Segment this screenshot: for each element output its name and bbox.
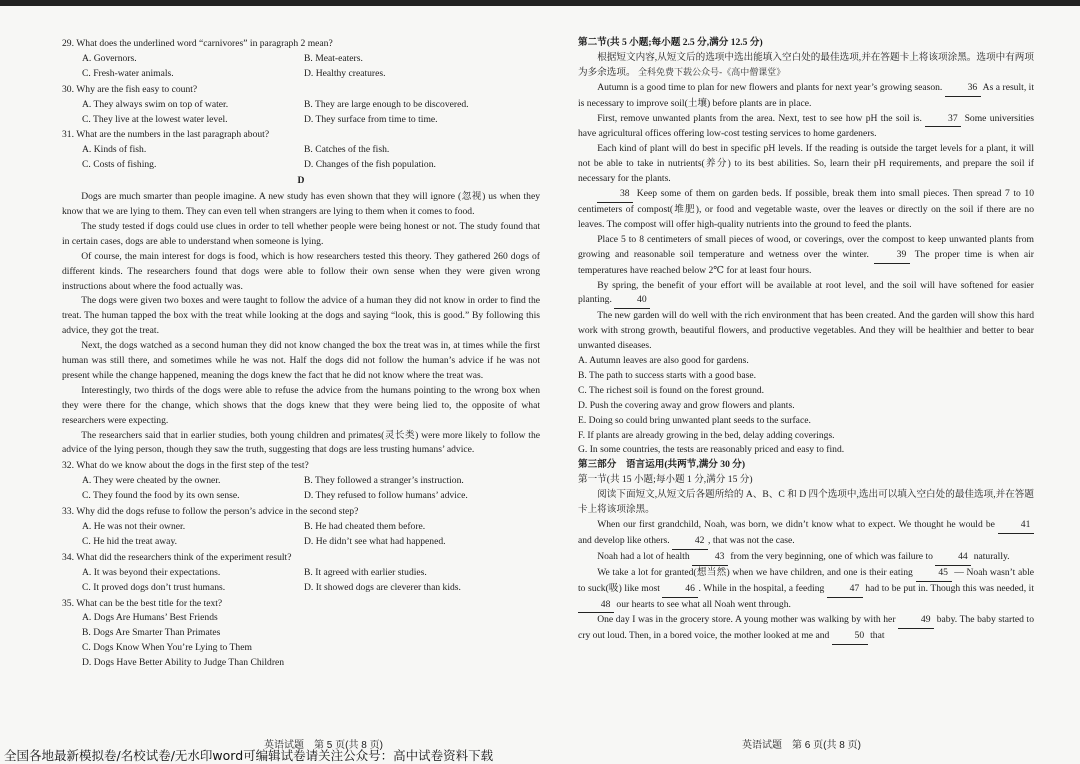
passage-d [62, 190, 540, 458]
question-stem: 34. What did the researchers think of the experiment result? [62, 551, 292, 563]
cloze-text: naturally. [971, 550, 1010, 562]
option-c: C. The richest soil is found on the forest ground. [578, 384, 765, 396]
passage-text: Some universities have agricultural offices offering low-cost testing services to home gardeners. [578, 112, 1035, 140]
option-a: A. Dogs Are Humans’ Best Friends [82, 612, 218, 624]
exam-page-6 [578, 36, 1034, 645]
answer-blank-38: 38 [597, 187, 633, 203]
option-b: B. Catches of the fish. [304, 144, 390, 156]
answer-blank-39: 39 [874, 248, 910, 264]
option-c: C. Costs of fishing. [82, 159, 157, 171]
options [62, 520, 540, 550]
passage-paragraph: The study tested if dogs could use clues in order to tell whether people were being honest or not. The study found that in certain cases, dogs are able to understand when someone is lying. [62, 220, 540, 247]
passage-paragraph: Interestingly, two thirds of the dogs were able to refuse the advice from the humans pointing to the wrong box when they were there for the change, which shows that the dogs knew that they were being lied to, the opposite of what researchers were expecting. [62, 384, 540, 426]
passage-text: The proper time is when air temperatures have reached below 2℃ for at least four hours. [578, 248, 1034, 276]
page-footer-6: 英语试题 第 6 页(共 8 页) [742, 740, 861, 751]
option-a: A. Governors. [82, 52, 137, 64]
part-3-instruction: 阅读下面短文,从短文后各题所给的 A、B、C 和 D 四个选项中,选出可以填入空白处的最佳选项,并在答题卡上将该项涂黑。 [578, 489, 1034, 516]
question-29 [62, 37, 540, 82]
exam-page-5 [62, 36, 540, 671]
passage-text: Autumn is a good time to plan for new flowers and plants for next year’s growing season. [597, 81, 945, 93]
cloze-blank-41: 41 [998, 518, 1034, 534]
answer-blank-40: 40 [614, 293, 650, 309]
cloze-blank-47: 47 [827, 582, 863, 598]
passage-paragraph: The dogs were given two boxes and were taught to follow the advice of a human they did not know in order to find the treat. The human tapped the box with the treat while looking at the dogs and saying “look, this is good.” By following this advice, they got the treat. [62, 295, 540, 337]
cloze-text: — Noah wasn’t able to suck(吸) like most [578, 566, 1034, 594]
question-stem: 30. Why are the fish easy to count? [62, 83, 198, 95]
passage-paragraph [578, 309, 1034, 354]
options [62, 143, 540, 173]
cloze-paragraph [578, 550, 1034, 566]
passage-text: Each kind of plant will do best in specific pH levels. If the reading is outside the target levels for a plant, it will not be able to take in nutrients(养分) to its best abilities. So, learn their pH requirements, and prepare the soil if necessary for the plants. [578, 143, 1034, 185]
section-2-instruction [578, 51, 1034, 81]
cloze-text: One day I was in the grocery store. A young mother was walking by with her [597, 614, 899, 626]
cloze-paragraph [578, 518, 1034, 550]
cloze-text: that [867, 630, 885, 642]
passage-paragraph: Next, the dogs watched as a second human they did not know changed the box the treat was in, at times while the first human was still there, and sometimes while he was not. Half the dogs did not follow the human’s advice if he was not present while the change happened, meaning the dogs knew the fact that he did not know where the treat was. [62, 340, 540, 381]
passage-paragraph [578, 142, 1034, 187]
question-stem: 31. What are the numbers in the last paragraph about? [62, 129, 270, 141]
part-3-title: 第三部分 语言运用(共两节,满分 30 分) [578, 459, 746, 471]
option-d: D. It showed dogs are cleverer than kids. [304, 581, 461, 593]
cloze-text: , that was not the case. [708, 534, 795, 546]
seven-choose-five-passage [578, 81, 1034, 354]
option-d: D. Dogs Have Better Ability to Judge Than Children [82, 657, 285, 669]
option-b: B. They followed a stranger’s instruction. [304, 475, 464, 487]
option-d: D. He didn’t see what had happened. [304, 535, 446, 547]
passage-text: Place 5 to 8 centimeters of small pieces of wood, or coverings, over the compost to keep unwanted plants from growing and reasonable soil temperature and wetness over the winter. [578, 233, 1034, 260]
seven-choose-five-options [578, 354, 1034, 458]
cloze-blank-45: 45 [916, 566, 952, 582]
passage-text: As a result, it is necessary to improve soil(土壤) before plants are in place. [578, 81, 1034, 109]
part-3-section-1-title: 第一节(共 15 小题;每小题 1 分,满分 15 分) [578, 474, 753, 486]
option-c: C. Fresh-water animals. [82, 67, 174, 79]
option-a: A. Autumn leaves are also good for gardens. [578, 355, 749, 367]
promo-footer-note: 全国各地最新模拟卷/名校试卷/无水印word可编辑试卷请关注公众号：高中试卷资料下载 [4, 748, 494, 763]
passage-paragraph: Dogs are much smarter than people imagine. A new study has even shown that they will ignore (忽视) us when they know that we are lying to them. They can even tell when strangers are lying to them when it comes to food. [62, 191, 540, 217]
answer-blank-37: 37 [925, 112, 961, 128]
option-b: B. They are large enough to be discovered. [304, 98, 469, 110]
cloze-blank-44: 44 [935, 550, 971, 566]
question-33 [62, 505, 540, 550]
instruction-text: 根据短文内容,从短文后的选项中选出能填入空白处的最佳选项,并在答题卡上将该项涂黑。选项中有两项为多余选项。 [578, 51, 1034, 78]
option-d: D. They refused to follow humans’ advice. [304, 490, 468, 502]
cloze-text: our hearts to see what all Noah went through. [614, 598, 791, 610]
options [62, 566, 540, 596]
option-b: B. Meat-eaters. [304, 52, 363, 64]
inline-watermark: 全科免费下载公众号-《高中僧课堂》 [637, 67, 786, 78]
option-c: C. It proved dogs don’t trust humans. [82, 581, 226, 593]
option-c: C. They live at the lowest water level. [82, 113, 228, 125]
passage-text: The new garden will do well with the rich environment that has been created. And the garden will show this hard work with strong growth, beautiful flowers, and productive vegetables. And they will be healthier and better to bear unwanted diseases. [578, 310, 1034, 352]
passage-paragraph [578, 112, 1034, 143]
option-c: C. He hid the treat away. [82, 535, 178, 547]
cloze-blank-49: 49 [898, 613, 934, 629]
question-stem: 33. Why did the dogs refuse to follow the person’s advice in the second step? [62, 506, 359, 518]
option-a: A. They always swim on top of water. [82, 98, 229, 110]
section-heading-d: D [297, 175, 305, 187]
question-stem: 29. What does the underlined word “carnivores” in paragraph 2 mean? [62, 38, 333, 49]
question-35 [62, 597, 540, 672]
option-b: B. Dogs Are Smarter Than Primates [82, 627, 221, 639]
option-b: B. He had cheated them before. [304, 521, 426, 532]
option-c: C. Dogs Know When You’re Lying to Them [82, 642, 252, 654]
cloze-text: had to be put in. Though this was needed, it [862, 582, 1034, 594]
option-a: A. Kinds of fish. [82, 144, 147, 156]
option-g: G. In some countries, the tests are reasonably priced and easy to find. [578, 444, 845, 456]
options [62, 98, 540, 128]
cloze-blank-50: 50 [832, 629, 868, 645]
cloze-text: . While in the hospital, a feeding [698, 582, 827, 594]
passage-paragraph [578, 81, 1034, 112]
scan-top-edge [0, 0, 1080, 6]
option-b: B. The path to success starts with a good base. [578, 369, 757, 381]
cloze-blank-48: 48 [578, 598, 614, 614]
passage-paragraph [578, 187, 1034, 233]
option-a: A. It was beyond their expectations. [82, 566, 221, 578]
cloze-text: baby. The baby started to cry out loud. Then, in a bored voice, the mother looked at me and [578, 614, 1035, 642]
passage-paragraph: The researchers said that in earlier studies, both young children and primates(灵长类) were more likely to follow the advice of the lying person, though they saw the truth, suggesting that dogs are less trusting humans’ advice. [62, 429, 540, 456]
options [62, 611, 540, 671]
cloze-paragraph [578, 613, 1034, 645]
passage-paragraph [578, 233, 1034, 279]
question-stem: 32. What do we know about the dogs in the first step of the test? [62, 460, 309, 472]
question-30 [62, 83, 540, 128]
cloze-text: Noah had a lot of health [597, 550, 693, 562]
cloze-blank-42: 42 [672, 534, 708, 550]
options [62, 52, 540, 82]
section-2-title: 第二节(共 5 小题;每小题 2.5 分,满分 12.5 分) [578, 37, 763, 48]
question-32 [62, 459, 540, 504]
passage-paragraph [578, 279, 1034, 310]
question-31 [62, 128, 540, 173]
options [62, 474, 540, 504]
cloze-passage [578, 518, 1034, 645]
option-d: D. Healthy creatures. [304, 67, 386, 79]
option-c: C. They found the food by its own sense. [82, 490, 240, 502]
passage-text: By spring, the benefit of your effort will be available at root level, and the soil will have softened for easier planting. [578, 279, 1034, 306]
option-d: D. Push the covering away and grow flowers and plants. [578, 399, 795, 411]
question-stem: 35. What can be the best title for the text? [62, 597, 223, 609]
passage-text: Keep some of them on garden beds. If possible, break them into small pieces. Then spread 7 to 10 centimeters of compost(堆肥), or food and vegetable waste, over the leaves or directly on the soil if there are no leaves. The compost will offer high-quality nutrients into the ground to feed the plants. [578, 188, 1034, 230]
option-b: B. It agreed with earlier studies. [304, 566, 427, 578]
option-e: E. Doing so could bring unwanted plant seeds to the surface. [578, 414, 811, 426]
passage-paragraph: Of course, the main interest for dogs is food, which is how researchers tested this theory. They gathered 260 dogs of different kinds. The researchers found that dogs were able to follow their own sense when they were given wrong instructions about where the food actually was. [62, 250, 540, 292]
option-a: A. He was not their owner. [82, 521, 186, 532]
passage-text: First, remove unwanted plants from the area. Next, test to see how pH the soil is. [597, 112, 926, 124]
page-footer-5: 英语试题 第 5 页(共 8 页) [264, 740, 383, 751]
cloze-text: from the very beginning, one of which was failure to [728, 550, 936, 562]
cloze-blank-43: 43 [692, 550, 728, 566]
answer-blank-36: 36 [945, 81, 981, 97]
cloze-text: We take a lot for granted(想当然) when we have children, and one is their eating [597, 566, 916, 578]
question-34 [62, 551, 540, 596]
cloze-text: and develop like others. [578, 534, 673, 546]
cloze-blank-46: 46 [662, 582, 698, 598]
option-d: D. Changes of the fish population. [304, 159, 436, 171]
cloze-paragraph [578, 566, 1034, 614]
cloze-text: When our first grandchild, Noah, was born, we didn’t know what to expect. We thought he would be [597, 519, 998, 530]
option-f: F. If plants are already growing in the bed, delay adding coverings. [578, 429, 835, 441]
option-d: D. They surface from time to time. [304, 113, 438, 125]
option-a: A. They were cheated by the owner. [82, 475, 221, 487]
